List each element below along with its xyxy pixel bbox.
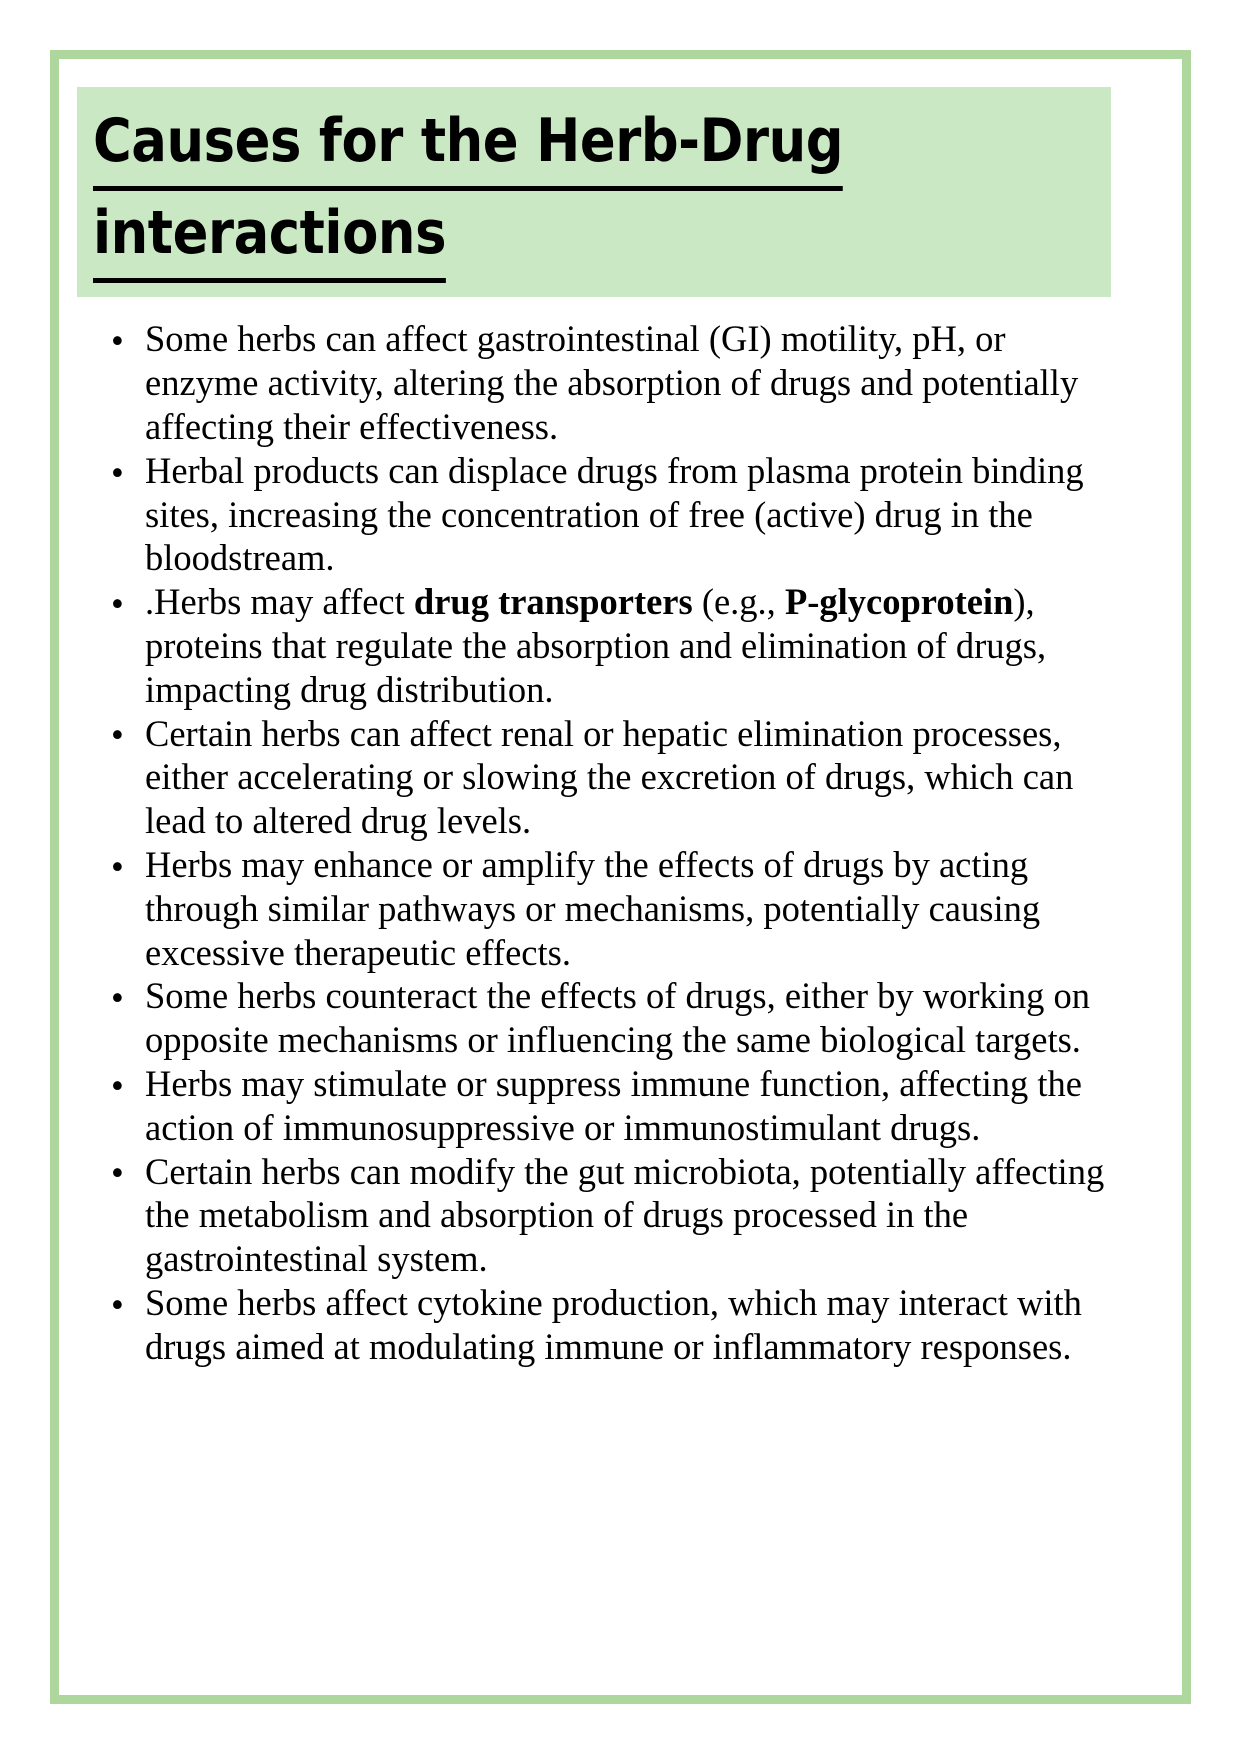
bullet-point-icon: • (111, 977, 124, 1019)
bullet-point-icon: • (111, 1152, 124, 1194)
page-title-line-2 (77, 191, 1111, 283)
bullet-cytokine-production-segment-0: Some herbs affect cytokine production, which may interact with drugs aimed at modulating immune or inflammatory responses. (145, 1281, 1082, 1367)
list-item (77, 317, 1111, 448)
bullet-point-icon: • (111, 845, 124, 887)
page-title (77, 87, 1111, 297)
bullet-drug-transporters-segment-2: (e.g., (692, 581, 785, 623)
list-item (77, 580, 1111, 711)
bullet-drug-transporters (145, 581, 1046, 710)
bullet-gi-motility-segment-0: Some herbs can affect gastrointestinal (GI) motility, pH, or enzyme activity, altering the absorption of drugs and potentially affecting their effectiveness. (145, 318, 1079, 447)
bullet-immune-function (145, 1063, 1082, 1148)
list-item (77, 1281, 1111, 1369)
bullet-drug-transporters-segment-1: drug transporters (413, 581, 693, 623)
bullet-gut-microbiota (145, 1151, 1104, 1280)
bullet-point-icon: • (111, 1064, 124, 1106)
page-content (77, 87, 1111, 1369)
list-item (77, 1062, 1111, 1150)
bullet-counteract-effects (145, 975, 1090, 1060)
list-item (77, 843, 1111, 974)
bullet-point-icon: • (111, 320, 124, 362)
bullet-gi-motility (145, 318, 1078, 447)
bullet-renal-hepatic-elimination (145, 713, 1073, 842)
bullet-point-icon: • (111, 714, 124, 756)
list-item (77, 712, 1111, 843)
bullet-plasma-protein-binding-segment-0: Herbal products can displace drugs from plasma protein binding sites, increasing the concentration of free (active) drug in the bloodstream. (145, 449, 1084, 579)
list-item (77, 974, 1111, 1062)
page-title-line-1-text: Causes for the Herb-Drug (93, 99, 843, 191)
bullet-gut-microbiota-segment-0: Certain herbs can modify the gut microbiota, potentially affecting the metabolism and absorption of drugs processed in the gastrointestinal system. (145, 1150, 1105, 1280)
bullet-renal-hepatic-elimination-segment-0: Certain herbs can affect renal or hepatic elimination processes, either accelerating or slowing the excretion of drugs, which can lead to altered drug levels. (145, 712, 1074, 842)
bullet-drug-transporters-segment-0: .Herbs may affect (145, 581, 414, 623)
list-item (77, 1150, 1111, 1281)
bullet-point-icon: • (111, 1283, 124, 1325)
bullet-drug-transporters-segment-3: P-glycoprotein (784, 581, 1014, 623)
bullet-enhance-amplify-effects-segment-0: Herbs may enhance or amplify the effects of drugs by acting through similar pathways or mechanisms, potentially causing excessive therapeutic effects. (145, 843, 1041, 973)
bullet-point-icon: • (111, 582, 124, 624)
bullet-plasma-protein-binding (145, 450, 1084, 579)
bullet-point-icon: • (111, 451, 124, 493)
bullet-immune-function-segment-0: Herbs may stimulate or suppress immune function, affecting the action of immunosuppressive or immunostimulant drugs. (145, 1062, 1082, 1148)
causes-bullet-list (77, 297, 1111, 1368)
page-title-line-1 (77, 99, 1111, 191)
bullet-counteract-effects-segment-0: Some herbs counteract the effects of drugs, either by working on opposite mechanisms or influencing the same biological targets. (145, 975, 1091, 1061)
page-title-line-2-text: interactions (93, 191, 446, 283)
list-item (77, 449, 1111, 580)
bullet-enhance-amplify-effects (145, 844, 1040, 973)
bullet-drug-transporters-segment-4: ), proteins that regulate the absorption and elimination of drugs, impacting drug distribution. (145, 581, 1047, 710)
bullet-cytokine-production (145, 1282, 1082, 1367)
